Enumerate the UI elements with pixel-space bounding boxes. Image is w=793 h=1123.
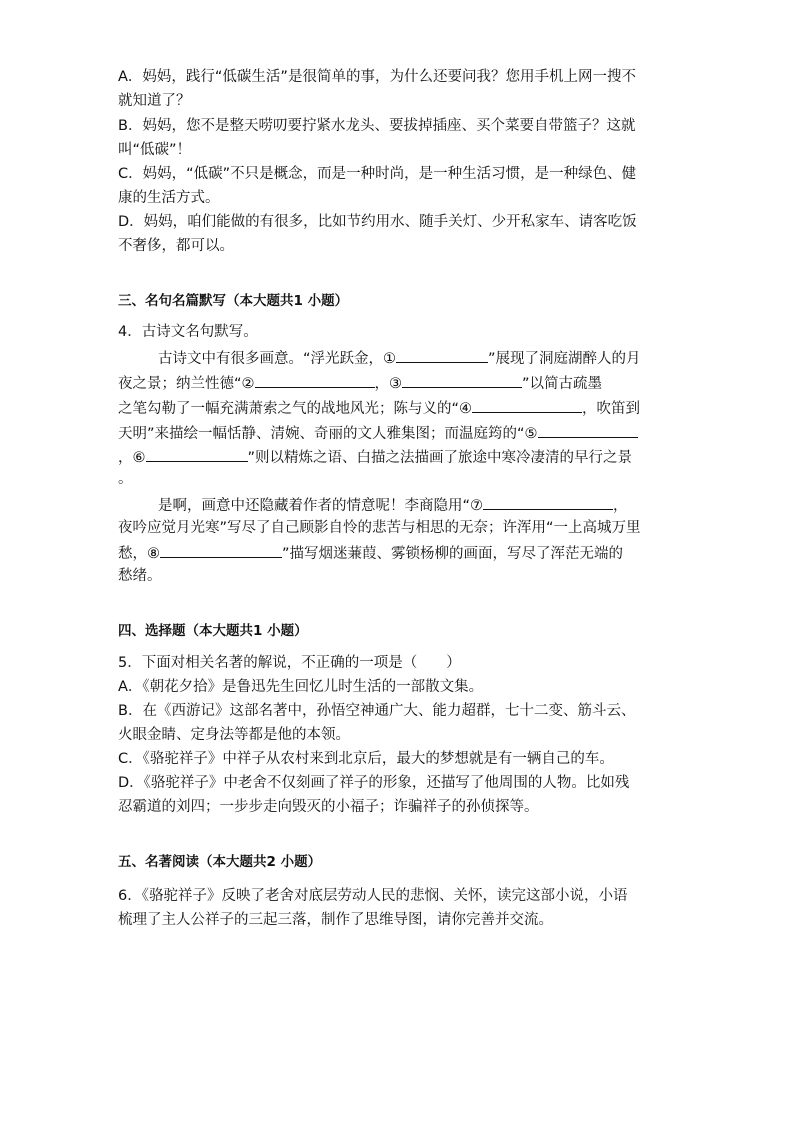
text-segment: 古诗文中有很多画意。“浮光跃金， — [158, 351, 384, 367]
answer-blank-5[interactable] — [538, 422, 638, 438]
text-segment: ”则以精炼之语、白描之法描画了旅途中寒冷凄清的早行之景 — [247, 450, 633, 466]
q5-option-d-line1: D．《骆驼祥子》中老舍不仅刻画了祥子的形象，还描写了他周围的人物。比如残 — [118, 775, 630, 791]
q4-paragraph2-line2: 夜吟应觉月光寒”写尽了自己顾影自怜的悲苦与相思的无奈；许浑用“一上高城万里 — [118, 520, 641, 536]
q5-option-b-line1: B．在《西游记》这部名著中，孙悟空神通广大、能力超群，七十二变、筋斗云、 — [118, 703, 636, 719]
q5-stem: 5．下面对相关名著的解说，不正确的一项是（ ） — [118, 655, 461, 671]
answer-blank-4[interactable] — [472, 397, 582, 413]
q3-option-d-line2: 不奢侈，都可以。 — [118, 238, 234, 254]
q4-stem: 4．古诗文名句默写。 — [118, 324, 258, 340]
text-segment: 之笔勾勒了一幅充满萧索之气的战地风光；陈与义的“ — [118, 401, 460, 417]
q3-option-a-line2: 就知道了？ — [118, 93, 191, 109]
q3-option-c-line2: 康的生活方式。 — [118, 190, 220, 206]
text-segment: 夜之景；纳兰性德“ — [118, 376, 242, 392]
q3-option-b-line2: 叫“低碳”！ — [118, 142, 192, 158]
section5-heading: 五、名著阅读（本大题共2 小题） — [118, 854, 322, 870]
answer-blank-7[interactable] — [483, 494, 613, 510]
text-segment: ， — [613, 498, 628, 514]
q3-option-b-line1: B．妈妈，您不是整天唠叨要拧紧水龙头、要拔掉插座、买个菜要自带篮子？这就 — [118, 118, 636, 134]
q4-paragraph1-line1 — [158, 347, 718, 369]
answer-blank-2[interactable] — [255, 372, 375, 388]
q6-line1: 6．《骆驼祥子》反映了老舍对底层劳动人民的悲悯、关怀，读完这部小说，小语 — [118, 888, 628, 904]
blank-marker-2: ② — [241, 376, 255, 392]
answer-blank-1[interactable] — [396, 347, 488, 363]
blank-marker-1: ① — [383, 351, 397, 367]
q5-option-c: C．《骆驼祥子》中祥子从农村来到北京后，最大的梦想就是有一辆自己的车。 — [118, 751, 614, 767]
q3-option-c-line1: C．妈妈，“低碳”不只是概念，而是一种时尚，是一种生活习惯，是一种绿色、健 — [118, 166, 637, 182]
q4-paragraph1-line6: 。 — [118, 471, 133, 487]
blank-marker-8: ⑧ — [147, 546, 160, 562]
text-segment: ”描写烟迷蒹葭、雾锁杨柳的画面，写尽了浑茫无端的 — [282, 546, 624, 562]
q6-line2: 梳理了主人公祥子的三起三落，制作了思维导图，请你完善并交流。 — [118, 912, 553, 928]
answer-blank-8[interactable] — [160, 542, 282, 558]
blank-marker-3: ③ — [389, 376, 403, 392]
q4-paragraph2-line4: 愁绪。 — [118, 568, 162, 584]
answer-blank-6[interactable] — [146, 446, 248, 462]
q5-option-a: A．《朝花夕拾》是鲁迅先生回忆儿时生活的一部散文集。 — [118, 679, 484, 695]
q5-option-b-line2: 火眼金睛、定身法等都是他的本领。 — [118, 727, 350, 743]
blank-marker-5: ⑤ — [524, 426, 538, 442]
q5-option-d-line2: 忍霸道的刘四；一步步走向毁灭的小福子；诈骗祥子的孙侦探等。 — [118, 799, 539, 815]
answer-blank-3[interactable] — [402, 372, 522, 388]
text-segment: ， — [374, 376, 390, 392]
q4-paragraph2-line3 — [118, 542, 678, 564]
blank-marker-7: ⑦ — [470, 498, 484, 514]
section4-heading: 四、选择题（本大题共1 小题） — [118, 623, 308, 639]
text-segment: ， — [118, 450, 133, 466]
q4-paragraph1-line2 — [118, 372, 678, 394]
text-segment: 愁， — [118, 546, 147, 562]
q4-paragraph1-line4 — [118, 422, 678, 444]
section3-heading: 三、名句名篇默写（本大题共1 小题） — [118, 293, 349, 309]
q4-paragraph2-line1 — [158, 494, 718, 516]
text-segment: ，吹笛到 — [582, 401, 641, 417]
text-segment: 天明”来描绘一幅恬静、清婉、奇丽的文人雅集图；而温庭筠的“ — [118, 426, 525, 442]
text-segment: 是啊，画意中还隐藏着作者的情意呢！李商隐用“ — [158, 498, 471, 514]
blank-marker-4: ④ — [459, 401, 473, 417]
text-segment: ”以简古疏墨 — [522, 376, 603, 392]
q4-paragraph1-line3 — [118, 397, 678, 419]
blank-marker-6: ⑥ — [132, 450, 146, 466]
q3-option-a-line1: A．妈妈，践行“低碳生活”是很简单的事，为什么还要问我？您用手机上网一搜不 — [118, 69, 636, 85]
q4-paragraph1-line5 — [118, 446, 678, 468]
text-segment: ”展现了洞庭湖醉人的月 — [488, 351, 641, 367]
q3-option-d-line1: D．妈妈，咱们能做的有很多，比如节约用水、随手关灯、少开私家车、请客吃饭 — [118, 214, 637, 230]
